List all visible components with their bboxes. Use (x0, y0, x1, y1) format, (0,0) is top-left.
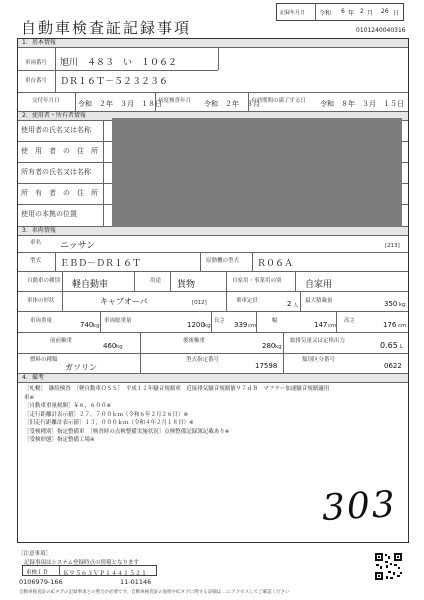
height-value: 176 (383, 321, 397, 329)
user-address-label: 使 用 者 の 住 所 (21, 147, 98, 155)
handwritten-number: 303 (320, 484, 398, 529)
record-date-month: 2 (360, 8, 364, 15)
document-title: 自動車検査証記録事項 (21, 19, 192, 37)
form-code-center: 11-01146 (120, 578, 152, 586)
model-label: 型式 (30, 258, 42, 264)
height-unit: cm (398, 323, 407, 329)
section-users-header: 2．使用者・所有者情報 (18, 112, 408, 120)
chassis-label: 車台番号 (25, 78, 48, 84)
doc-number: 0101240040316 (356, 27, 406, 34)
vehicle-weight-unit: kg (93, 323, 100, 329)
expiry-label: 有効期間の満了する日 (251, 98, 307, 104)
remarks-line: ［受検種別］指定整備車 ［検査時の点検整備実施状況］点検整備記録簿記載あり※ (24, 428, 230, 435)
width-label: 幅 (272, 318, 278, 324)
form-code-left: 0106979-166 (19, 578, 63, 586)
reg-number-label: 車両番号 (25, 60, 48, 66)
engine-value: Ｒ０６Ａ (257, 259, 294, 269)
body-shape-code: [012] (192, 300, 207, 306)
vehicle-weight-value: 740 (80, 321, 94, 329)
vehicle-weight-label: 車両重量 (30, 318, 53, 324)
rear-axle-unit: kg (275, 344, 282, 350)
capacity-label: 乗車定員 (236, 298, 259, 304)
class-number-value: 0622 (384, 362, 402, 370)
chassis-value: ＤＲ１６Ｔ－５２３２３６ (60, 77, 169, 87)
record-date-year-unit: 年 (348, 10, 355, 17)
remarks-line: ［自動車重量税額］￥６，６００※ (24, 403, 112, 409)
max-load-value: 350 (384, 300, 398, 308)
remarks-line: 車※ (24, 394, 35, 401)
owner-name-label: 所有者の氏名又は名称 (21, 168, 91, 176)
expiry-value: 令和 ８年 ３月 １５日 (320, 100, 404, 108)
gross-weight-value: 1200 (187, 321, 205, 329)
use-value: 貨物 (177, 280, 196, 290)
purpose-label: 自家用・事業用の別 (232, 278, 282, 284)
body-shape-value: キャブオーバ (100, 297, 148, 306)
class-number-label: 類別区分番号 (302, 357, 336, 363)
capacity-value: 2 (287, 300, 292, 308)
engine-label: 原動機の型式 (206, 258, 240, 264)
rear-axle-value: 280 (262, 342, 276, 350)
length-label: 長さ (214, 318, 226, 324)
record-date-box (276, 3, 404, 21)
user-id-value: Ｋ９５６３ＶＰ１４４１５２１ (63, 570, 148, 577)
base-location-label: 使用の本拠の位置 (21, 210, 77, 218)
section-vehicle-header: 3．車両情報 (18, 227, 408, 235)
record-date-era: 令和 (319, 10, 332, 17)
remarks-line: ［札幌］ 継続検査 ［軽自動車ＯＳＳ］ 平成１２年騒音規制車 近接排気騒音規制値９７ｄＢ マフラー加速騒音規制適用 (24, 386, 330, 392)
redacted-personal-info (112, 118, 402, 228)
remarks-line: ［受検形態］指定整備工場※ (24, 437, 95, 443)
type-cert-label: 型式指定番号 (186, 357, 220, 363)
fuel-label: 燃料の種類 (30, 357, 58, 363)
front-axle-unit: kg (116, 344, 123, 350)
displacement-unit: L (400, 344, 404, 350)
remarks-block (24, 385, 404, 445)
length-value: 339 (234, 321, 248, 329)
height-label: 高さ (344, 318, 356, 324)
remarks-line: ［走行距離計表示値］２７，７００ｋｍ（令和６年２月２６日）※ (24, 411, 189, 418)
model-value: ＥＢＤ－ＤＲ１６Ｔ (60, 259, 142, 269)
issue-date-value: 令和 ２年 ３月 １８日 (78, 100, 162, 108)
first-reg-value: 令和 ２年 ３月 (204, 100, 260, 108)
record-date-day: 26 (381, 8, 389, 15)
section-remarks-header: 4．備考 (18, 374, 408, 382)
front-axle-label: 前前軸重 (50, 338, 73, 344)
displacement-label: 総排気量又は定格出力 (290, 338, 346, 344)
record-date-year: 6 (341, 8, 345, 15)
first-reg-label: 初度検査年月 (158, 98, 192, 104)
record-date-label: 記録年月日 (280, 10, 306, 16)
issue-date-label: 交付年月日 (32, 98, 60, 104)
width-unit: cm (328, 323, 337, 329)
maker-value: ニッサン (60, 241, 96, 251)
owner-address-label: 所 有 者 の 住 所 (21, 189, 98, 197)
width-value: 147 (314, 321, 328, 329)
notice-title: ［注意事項］ (18, 551, 52, 557)
gross-weight-label: 車両総重量 (104, 318, 132, 324)
record-date-day-unit: 日 (393, 10, 400, 17)
bottom-disclaimer: 自動車検査証のICタグの記録事項との照合が必要です。自動車検査証の参照やICタグに関する詳細は ...にアクセスしてご確認ください (19, 590, 290, 595)
use-label: 用途 (150, 278, 162, 284)
user-id-label: 車検ＩＤ (26, 570, 49, 576)
qr-code (374, 552, 403, 581)
front-axle-value: 460 (103, 342, 117, 350)
maker-code: [213] (385, 243, 400, 249)
vehicle-kind-value: 軽自動車 (72, 280, 109, 290)
maker-label: 車名 (30, 240, 42, 246)
user-id-box (22, 565, 157, 576)
fuel-value: ガソリン (65, 363, 97, 372)
reg-number-value: 旭川 ４８３ い １０６２ (60, 58, 178, 68)
body-shape-label: 車体の形状 (27, 298, 55, 304)
remarks-line: ［旧走行距離計表示値］１３，０００ｋｍ（令和４年２月１８日）※ (24, 420, 194, 426)
gross-weight-unit: kg (204, 323, 211, 329)
purpose-value: 自家用 (305, 280, 333, 290)
length-unit: cm (248, 323, 257, 329)
notice-line: 記録事項はシステム登録時点の情報となります (24, 560, 139, 566)
section-basic-header: 1．基本情報 (18, 39, 408, 47)
max-load-label: 最大積載量 (305, 298, 333, 304)
type-cert-value: 17598 (255, 362, 278, 370)
vehicle-kind-label: 自動車の種別 (27, 278, 61, 284)
rear-axle-label: 後後軸重 (183, 338, 206, 344)
record-date-month-unit: 月 (367, 10, 374, 17)
displacement-value: 0.65 (380, 341, 398, 350)
user-name-label: 使用者の氏名又は名称 (21, 126, 91, 134)
capacity-unit: 人 (293, 303, 299, 309)
max-load-unit: kg (399, 302, 406, 308)
